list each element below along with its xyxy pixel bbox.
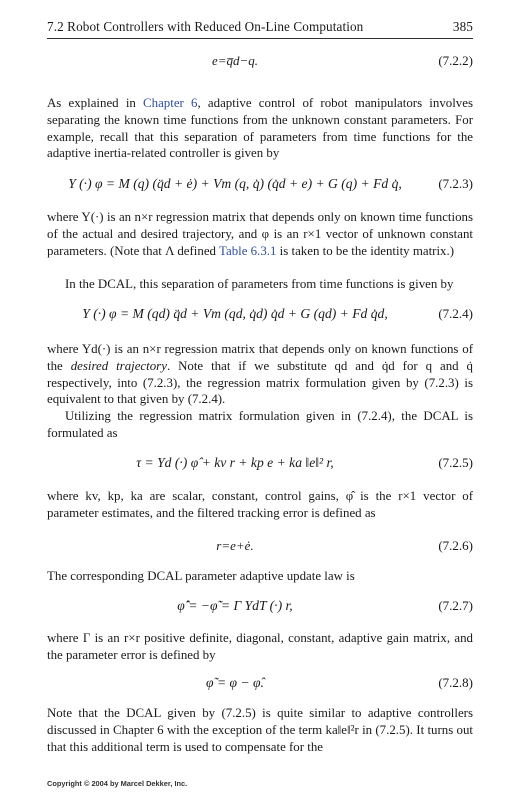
paragraph-regression-matrix [47,209,473,259]
paragraph-dcal-comparison: Note that the DCAL given by (7.2.5) is quite similar to adaptive controllers discussed in Chapter 6 with the exception of the term ka‖e‖²r in (7.2.5). It turns out that this additional term is used to compensate for the [47,706,473,754]
equation-number: (7.2.5) [438,455,473,470]
text-run: where Yd(·) is an n×r regression matrix that depends only on known functions of the [47,342,473,373]
equation-7-2-7 [47,596,473,618]
equation-7-2-8 [47,673,473,695]
header-rule [47,38,473,39]
equation-number: (7.2.6) [438,538,473,553]
text-run: is taken to be the identity matrix.) [276,243,455,258]
equation-7-2-3 [47,174,473,196]
paragraph-control-gains: where kv, kp, ka are scalar, constant, control gains, φ̂ is the r×1 vector of parameter estimates, and the filtered tracking error is defined as [47,489,473,520]
paragraph-dcal-formulation: Utilizing the regression matrix formulation given in (7.2.4), the DCAL is formulated as [47,409,473,440]
equation-expression: e=q̅d−q. [211,53,259,68]
equation-expression: τ = Yd (·) φ̂ + kv r + kp e + ka ‖e‖² r, [136,455,334,470]
equation-7-2-6 [47,536,473,558]
paragraph-gain-matrix: where Γ is an r×r positive definite, diagonal, constant, adaptive gain matrix, and the parameter error is defined by [47,631,473,662]
text-run: . Note that if we substitute qd and q̇d for q and q̇ respectively, into (7.2.3), the regression matrix formulation given by (7.2.3) is equivalent to that given by (7.2.4). [47,358,473,407]
equation-number: (7.2.8) [438,675,473,690]
text-run: As explained in [47,96,144,110]
equation-expression: Y (·) φ = M (qd) q̈d + Vm (qd, q̇d) q̇d + G (qd) + Fd q̇d, [82,306,388,321]
text-run: , adaptive control of robot manipulators involves separating the known time functions from the unknown constant parameters. For example, recall that this separation of parameters from time functions for the adaptive inertia-related controller is given by [47,96,473,161]
equation-7-2-2 [47,51,473,73]
equation-expression: Y (·) φ = M (q) (q̈d + ė) + Vm (q, q̇) (q̇d + e) + G (q) + Fd q̇, [68,176,402,191]
equation-number: (7.2.4) [438,306,473,321]
equation-number: (7.2.3) [438,176,473,191]
equation-expression: φ̃ = φ − φ̂. [206,675,264,690]
text-run: where Y(·) is an n×r regression matrix that depends only on known time functions of the actual and desired trajectory, and φ is an r×1 vector of unknown constant parameters. (Note that Λ defined [47,210,473,258]
italic-text: desired trajectory [70,358,167,373]
paragraph-dcal-separation: In the DCAL, this separation of parameters from time functions is given by [65,277,454,291]
table-6-3-1-link[interactable]: Table 6.3.1 [219,243,277,258]
equation-expression: r=e+ė. [216,538,254,553]
equation-7-2-4 [47,304,473,326]
copyright-footer: Copyright © 2004 by Marcel Dekker, Inc. [47,779,188,788]
page-number: 385 [452,19,473,34]
running-head [47,19,473,39]
paragraph-adaptive-control [47,95,473,162]
equation-expression: φ̂̇ = −φ̃̇ = Γ YdT (·) r, [177,598,293,613]
paragraph-update-law: The corresponding DCAL parameter adaptive update law is [47,569,355,583]
equation-number: (7.2.7) [438,598,473,613]
paragraph-desired-trajectory [47,341,473,408]
equation-number: (7.2.2) [438,53,473,68]
chapter-6-link[interactable]: Chapter 6 [143,96,198,110]
section-title: 7.2 Robot Controllers with Reduced On-Line Computation [47,19,364,34]
equation-7-2-5 [47,453,473,475]
